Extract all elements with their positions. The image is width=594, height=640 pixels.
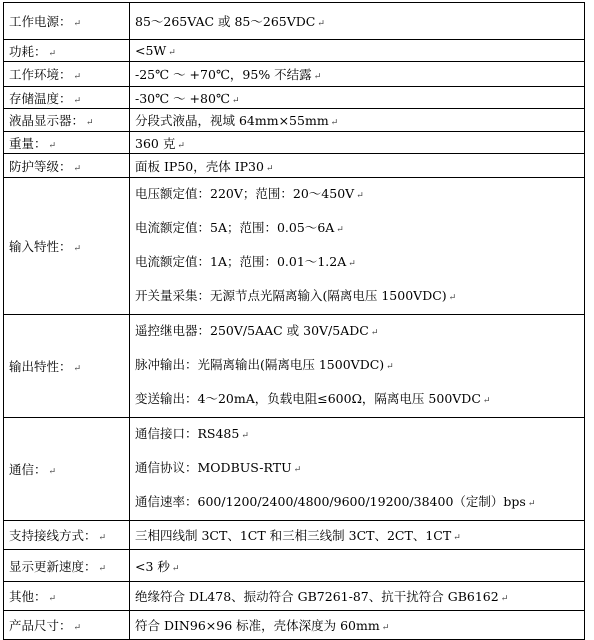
table-row: [4, 87, 585, 109]
table-row: [4, 62, 585, 87]
table-row: [4, 109, 585, 132]
table-row: [4, 582, 585, 611]
paragraph-mark: ↵: [453, 533, 461, 543]
paragraph-mark: ↵: [500, 594, 509, 604]
row-label-cell: [4, 521, 130, 550]
paragraph-mark: ↵: [370, 328, 379, 338]
row-value-line: [135, 280, 584, 314]
row-value-line: [135, 212, 584, 246]
row-value-text: 通信协议：MODBUS-RTU: [135, 460, 292, 475]
row-label-cell: [4, 611, 130, 640]
row-value-text: 绝缘符合 DL478、振动符合 GB7261-87、抗干扰符合 GB6162: [135, 589, 499, 604]
row-value-line: [135, 418, 584, 452]
row-value-line: [135, 315, 584, 349]
row-value-text: 面板 IP50，壳体 IP30: [135, 158, 264, 174]
table-row: [4, 132, 585, 154]
row-label-cell: [4, 582, 130, 611]
paragraph-mark: ↵: [265, 163, 274, 174]
row-value-cell: [130, 418, 585, 521]
row-label: 工作环境：: [9, 67, 72, 82]
row-value-line: [135, 89, 584, 107]
paragraph-mark: ↵: [168, 48, 176, 58]
paragraph-mark: ↵: [73, 244, 82, 254]
row-value-text: <5W: [135, 43, 167, 58]
row-label-cell: [4, 418, 130, 521]
row-value-line: [135, 12, 584, 30]
paragraph-mark: ↵: [98, 563, 107, 574]
table-row: [4, 3, 585, 40]
row-value-text: <3 秒: [135, 558, 170, 574]
row-label-cell: [4, 3, 130, 40]
row-value-line: [135, 246, 584, 280]
row-label-cell: [4, 62, 130, 87]
table-row: [4, 154, 585, 178]
row-value-text: 三相四线制 3CT、1CT 和三相三线制 3CT、2CT、1CT: [135, 528, 452, 543]
paragraph-mark: ↵: [482, 396, 491, 406]
row-value-text: 变送输出：4～20mA，负载电阻≤600Ω，隔离电压 500VDC: [135, 391, 481, 406]
row-value-cell: [130, 178, 585, 315]
row-value-text: 符合 DIN96×96 标准，壳体深度为 60mm: [135, 618, 380, 633]
paragraph-mark: ↵: [231, 95, 240, 106]
paragraph-mark: ↵: [527, 499, 536, 509]
row-label-cell: [4, 178, 130, 315]
row-value-line: [135, 452, 584, 486]
row-label: 其他：: [9, 589, 47, 604]
row-label: 重量：: [9, 135, 47, 151]
row-value-line: [135, 383, 584, 417]
row-label: 存储温度：: [9, 90, 72, 106]
row-value-cell: [130, 582, 585, 611]
paragraph-mark: ↵: [48, 594, 57, 604]
row-value-line: [135, 349, 584, 383]
row-value-text: 分段式液晶，视域 64mm×55mm: [135, 113, 329, 128]
row-label-cell: [4, 132, 130, 154]
paragraph-mark: ↵: [171, 563, 180, 574]
row-value-line: [135, 157, 584, 175]
row-value-cell: [130, 109, 585, 132]
row-value-line: [135, 65, 584, 83]
row-value-cell: [130, 132, 585, 154]
row-value-cell: [130, 154, 585, 178]
paragraph-mark: ↵: [48, 140, 57, 151]
row-value-cell: [130, 40, 585, 62]
row-label-cell: [4, 154, 130, 178]
row-value-text: 电流额定值：1A；范围：0.01～1.2A: [135, 254, 347, 269]
row-value-line: [135, 587, 584, 605]
row-value-text: -30℃ ～ +80℃: [135, 90, 230, 106]
row-label-cell: [4, 315, 130, 418]
table-row: [4, 178, 585, 315]
row-label: 支持接线方式：: [9, 528, 97, 543]
paragraph-mark: ↵: [317, 19, 325, 29]
table-row: [4, 418, 585, 521]
row-value-cell: [130, 611, 585, 640]
row-value-line: [135, 486, 584, 520]
paragraph-mark: ↵: [386, 362, 394, 372]
row-label: 工作电源：: [9, 14, 72, 29]
paragraph-mark: ↵: [73, 72, 82, 82]
row-value-cell: [130, 550, 585, 582]
row-value-text: 遥控继电器：250V/5AAC 或 30V/5ADC: [135, 323, 369, 338]
paragraph-mark: ↵: [98, 533, 107, 543]
paragraph-mark: ↵: [348, 259, 356, 269]
spec-table: [3, 2, 585, 640]
paragraph-mark: ↵: [73, 95, 82, 106]
row-value-cell: [130, 62, 585, 87]
row-label: 通信：: [9, 462, 47, 477]
row-label-cell: [4, 40, 130, 62]
row-label: 输出特性：: [9, 359, 72, 374]
paragraph-mark: ↵: [448, 293, 457, 303]
paragraph-mark: ↵: [356, 191, 364, 201]
row-value-text: 电压额定值：220V；范围：20～450V: [135, 186, 355, 201]
row-label: 液晶显示器：: [9, 113, 85, 128]
row-value-cell: [130, 315, 585, 418]
row-value-cell: [130, 3, 585, 40]
row-value-line: [135, 178, 584, 212]
row-value-text: 开关量采集：无源节点光隔离输入(隔离电压 1500VDC): [135, 288, 447, 303]
row-value-text: 360 克: [135, 135, 176, 151]
row-label-cell: [4, 109, 130, 132]
row-value-cell: [130, 521, 585, 550]
paragraph-mark: ↵: [48, 467, 57, 477]
row-value-line: [135, 526, 584, 544]
row-label: 输入特性：: [9, 239, 72, 254]
row-value-line: [135, 43, 584, 58]
paragraph-mark: ↵: [336, 225, 344, 235]
row-value-line: [135, 557, 584, 575]
row-label: 防护等级：: [9, 158, 72, 174]
row-value-cell: [130, 87, 585, 109]
paragraph-mark: ↵: [313, 72, 322, 82]
row-value-text: 通信接口：RS485: [135, 426, 240, 441]
paragraph-mark: ↵: [73, 623, 82, 633]
paragraph-mark: ↵: [73, 163, 82, 174]
paragraph-mark: ↵: [177, 140, 185, 151]
row-label-cell: [4, 550, 130, 582]
paragraph-mark: ↵: [73, 19, 82, 29]
row-value-text: 脉冲输出：光隔离输出(隔离电压 1500VDC): [135, 357, 385, 372]
paragraph-mark: ↵: [73, 364, 82, 374]
table-row: [4, 521, 585, 550]
paragraph-mark: ↵: [86, 118, 94, 128]
table-row: [4, 611, 585, 640]
row-value-text: 85～265VAC 或 85～265VDC: [135, 14, 316, 29]
row-label-cell: [4, 87, 130, 109]
table-row: [4, 40, 585, 62]
spec-table-body: [4, 3, 585, 640]
row-value-text: 通信速率：600/1200/2400/4800/9600/19200/38400（定制）bps: [135, 494, 526, 509]
row-value-text: -25℃ ～ +70℃，95% 不结露: [135, 67, 312, 82]
table-row: [4, 550, 585, 582]
row-value-line: [135, 134, 584, 152]
row-value-text: 电流额定值：5A；范围：0.05～6A: [135, 220, 335, 235]
paragraph-mark: ↵: [293, 465, 302, 475]
row-label: 功耗：: [9, 43, 47, 59]
paragraph-mark: ↵: [241, 431, 249, 441]
row-label: 产品尺寸：: [9, 618, 72, 633]
paragraph-mark: ↵: [48, 48, 57, 59]
row-value-line: [135, 616, 584, 634]
paragraph-mark: ↵: [330, 118, 339, 128]
row-value-line: [135, 111, 584, 129]
row-label: 显示更新速度：: [9, 558, 97, 574]
paragraph-mark: ↵: [381, 623, 390, 633]
table-row: [4, 315, 585, 418]
